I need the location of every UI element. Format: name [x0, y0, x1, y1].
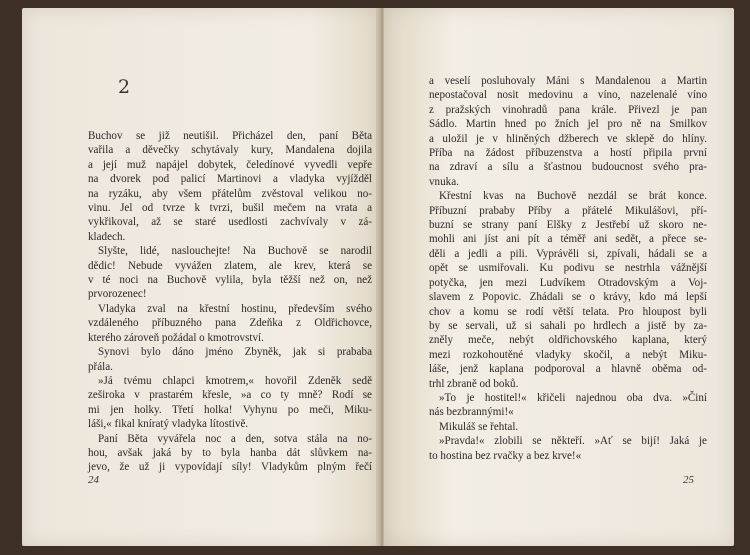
text-line: mohli ani jíst ani pít a téměř ani sedět, a přece se- — [429, 233, 707, 246]
text-line: na ryzáku, aby všem přátelům zvěstoval velikou no- — [88, 187, 372, 200]
text-line: na zdraví a sílu a šťastnou budoucnost svého pra- — [429, 161, 707, 174]
text-line: vzdáleného příbuzného pana Zdeňka z Oldřichovce, — [88, 317, 372, 330]
text-line: kterého zároveň požádal o kmotrovství. — [88, 331, 264, 344]
text-line: Mikuláš se řehtal. — [439, 420, 519, 433]
text-line: chov a komu se rodí větší telata. Pro hloupost byli — [429, 305, 707, 318]
text-line: hou, avšak jaká by to byla hanba dát slůvkem na- — [88, 446, 372, 459]
text-line: vařila a děvečky schytávaly kury, Mandalena dojila — [88, 144, 372, 157]
text-line: mi jen holky. Třetí holka! Vyhynu po meči, Miku- — [88, 403, 372, 416]
text-line: děli a jedli a pili. Vyprávěli si, zpívali, hádali se a — [429, 247, 707, 260]
text-line: nás bezbrannými!« — [429, 406, 514, 419]
text-line: nepostačoval nosit medovinu a víno, nazelenalé víno — [429, 89, 707, 102]
text-line: Sádlo. Martin hned po žních jel pro ně na Smilkov — [429, 118, 707, 131]
text-line: láši,« fikal kníratý vladyka lítostivě. — [88, 418, 249, 431]
left-page-number: 24 — [88, 474, 99, 486]
text-line: v té noci na Buchově vylila, byla těžší než on, než — [88, 274, 372, 287]
left-page-text — [88, 129, 372, 475]
text-line: z pražských vinohradů pana krále. Přivezl je pan — [429, 103, 707, 116]
text-line: buzní se strany paní Elšky z Jestřebí už skoro ne- — [429, 219, 707, 232]
text-line: na dvorek pod palicí Martinovi a vladyka vyjížděl — [88, 173, 372, 186]
text-line: Buchov se již neutišil. Přicházel den, paní Běta — [88, 130, 372, 142]
text-line: trhl zbraně od boků. — [429, 377, 519, 390]
text-line: zněly meče, nebýt oldřichovského kaplana, který — [429, 334, 707, 347]
text-line: opět se usmiřovali. Ku podivu se nestrhla vážnější — [429, 262, 707, 275]
text-line: zeširoka v prastarém křesle, »a co ty mně? Rodí se — [88, 389, 372, 402]
text-line: »Pravda!« zlobili se někteří. »Ať se bijí! Jaká je — [439, 435, 707, 448]
text-line: potyčka, jen mezi Ludvíkem Otradovským a Voj- — [429, 276, 707, 289]
text-line: Příbuzní prababy Příby a přátelé Mikulášovi, pří- — [429, 204, 707, 217]
text-line: a uložil je v hliněných džberech ve sklepě do hlíny. — [429, 132, 707, 145]
text-line: vnuka. — [429, 175, 459, 188]
left-page — [22, 8, 380, 546]
chapter-number: 2 — [118, 76, 131, 98]
right-page-text — [429, 74, 707, 463]
text-line: mezi rozkohoutěné vladyky skočil, a nebýt Miku- — [429, 348, 707, 361]
text-line: a její muž napájel dobytek, čeledínové vyvedli vepře — [88, 158, 372, 171]
text-line: vinu. Jel od tvrze k tvrzi, bušil mečem na vrata a — [88, 202, 372, 215]
right-page-number: 25 — [683, 474, 694, 486]
text-line: přála. — [88, 360, 113, 373]
text-line: »To je hostitel!« křičeli najednou oba dva. »Činí — [439, 391, 707, 404]
right-page — [384, 8, 734, 546]
text-line: vykřikoval, až se staré usedlosti zachvívaly v zá- — [88, 216, 372, 229]
text-line: Slyšte, lidé, naslouchejte! Na Buchově se narodil — [98, 245, 372, 258]
text-line: by se servali, už si sahali po hrdlech a jistě by za- — [429, 319, 707, 332]
text-line: Paní Běta vyvářela noc a den, sotva stála na no- — [98, 432, 372, 445]
text-line: prvorozenec! — [88, 288, 147, 301]
text-line: láše, jenž kaplana podporoval a hlavně oběma od- — [429, 363, 707, 376]
text-line: Křestní kvas na Buchově nezdál se brát konce. — [439, 190, 707, 203]
text-line: »Já tvému chlapci kmotrem,« hovořil Zdeněk sedě — [98, 374, 372, 387]
text-line: jevo, že už ji vypovídají síly! Vladykům plným řečí — [88, 461, 372, 474]
text-line: a veselí posluhovaly Máni s Mandalenou a Martin — [429, 75, 707, 87]
text-line: kladech. — [88, 230, 126, 243]
text-line: dědic! Nebude vyvážen zlatem, ale krev, která se — [88, 259, 372, 272]
text-line: Vladyka zval na křestní hostinu, především svého — [98, 302, 372, 315]
text-line: slavem z Popovic. Zhádali se o krávy, kdo má lepší — [429, 291, 707, 304]
text-line: Synovi bylo dáno jméno Zbyněk, jak si prababa — [98, 346, 372, 359]
text-line: to hostina bez rvačky a bez krve!« — [429, 449, 582, 462]
text-line: Příba na žádost příbuzenstva a hostí připila první — [429, 147, 707, 160]
